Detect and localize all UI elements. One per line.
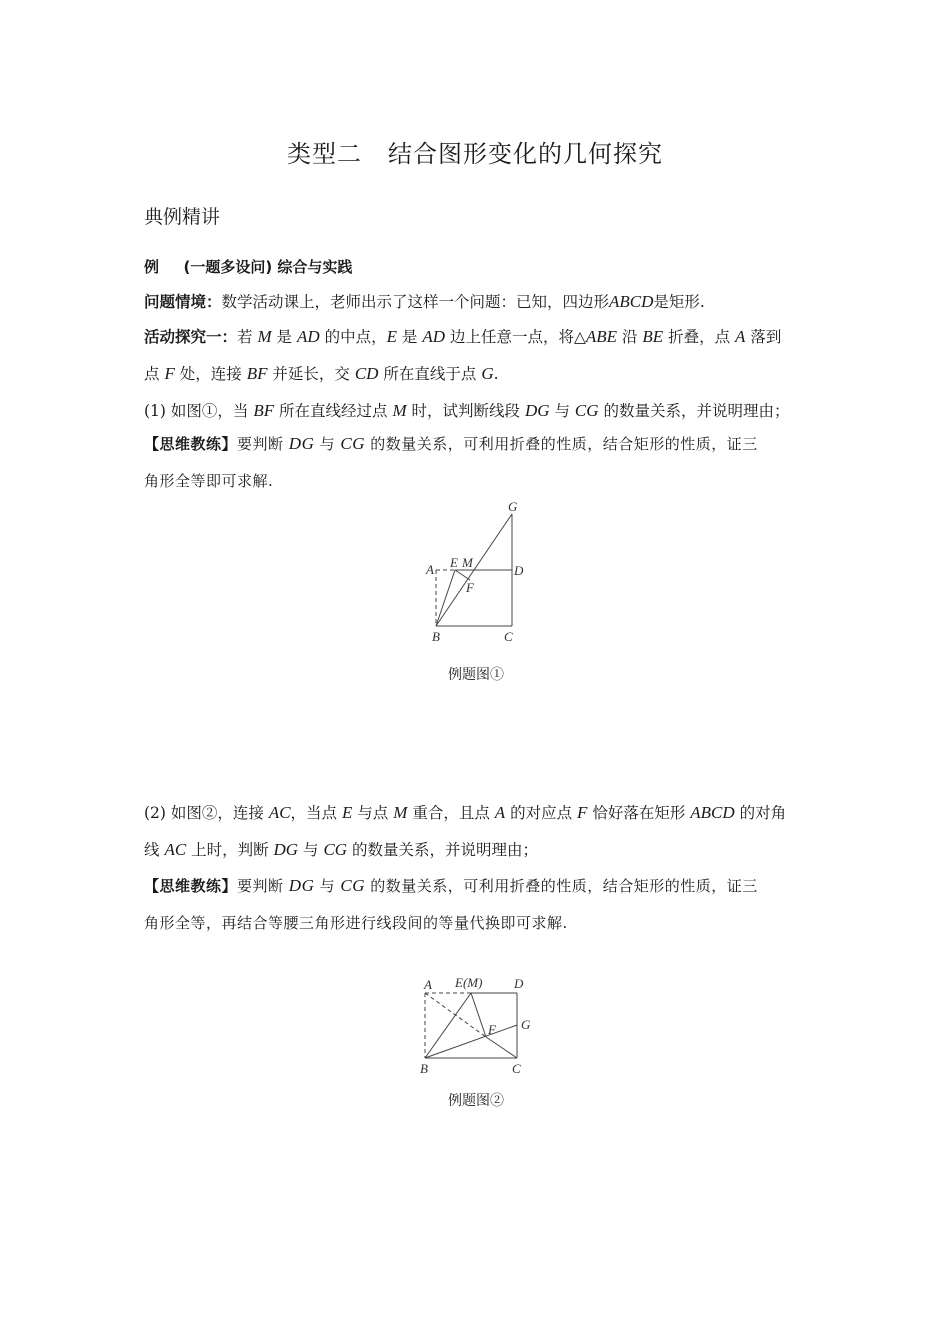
text-segment: 并延长，交	[267, 365, 355, 383]
text-segment: 的对角	[734, 804, 787, 822]
text-segment: 重合，且点	[407, 804, 495, 822]
line-FC-2	[486, 1037, 517, 1058]
label-C: C	[504, 629, 513, 644]
text-segment: 若	[237, 328, 258, 346]
math-var: CG	[574, 401, 599, 420]
text-segment: 与	[314, 877, 341, 895]
math-var: A	[735, 327, 746, 346]
text-segment: 的数量关系，可利用折叠的性质，结合矩形的性质，证三	[365, 877, 758, 895]
text-segment: 的数量关系，并说明理由；	[347, 841, 539, 859]
section-heading: 典例精讲	[144, 206, 221, 228]
text-segment: 所在直线于点	[378, 365, 482, 383]
text-segment: 与	[314, 435, 341, 453]
figure-1-caption: 例题图①	[448, 667, 504, 683]
example-subtitle: (一题多设问) 综合与实践	[183, 258, 353, 276]
math-var: CG	[340, 434, 366, 453]
math-var: AC	[164, 840, 187, 859]
text-segment: 与点	[352, 804, 394, 822]
line-BE-2	[425, 993, 471, 1058]
text-segment: 的数量关系，可利用折叠的性质，结合矩形的性质，证三	[365, 435, 758, 453]
text-segment: .	[493, 365, 499, 383]
math-var: DG	[524, 401, 550, 420]
math-var: BF	[253, 401, 275, 420]
text-segment: 所在直线经过点	[274, 402, 393, 420]
math-var: AD	[296, 327, 320, 346]
math-var: M	[393, 803, 408, 822]
title-part2: 结合图形变化的几何探究	[388, 140, 663, 168]
label-EM-2: E(M)	[455, 975, 483, 990]
text-segment: 恰好落在矩形	[587, 804, 691, 822]
line-BG-2	[425, 1025, 517, 1058]
hint-label-2: 【思维教练】	[144, 877, 238, 895]
math-var: AD	[422, 327, 446, 346]
activity1-label: 活动探究一：	[144, 328, 238, 346]
label-D: D	[514, 563, 524, 578]
label-G-2: G	[521, 1017, 531, 1032]
text-segment: 是	[271, 328, 297, 346]
math-var: M	[257, 327, 272, 346]
example-label: 例	[144, 258, 160, 276]
text-segment: 沿	[617, 328, 643, 346]
math-var: ABE	[585, 327, 618, 346]
math-var: CD	[354, 364, 379, 383]
question2-line2	[144, 838, 814, 860]
label-F-2: F	[488, 1022, 496, 1037]
question2-hint-line1	[144, 875, 814, 896]
math-var: E	[386, 327, 397, 346]
question2-line1	[144, 801, 814, 823]
question1-hint-line2: 角形全等即可求解.	[144, 472, 274, 490]
problem-context-label: 问题情境：	[144, 293, 222, 311]
text-segment: 折叠，点	[663, 328, 736, 346]
label-A-2: A	[424, 977, 432, 992]
label-B: B	[432, 629, 440, 644]
text-segment: 是	[396, 328, 423, 346]
label-D-2: D	[514, 976, 524, 991]
math-var: CG	[323, 840, 348, 859]
figure-2-caption: 例题图②	[448, 1093, 504, 1109]
label-A: A	[426, 562, 434, 577]
math-var: AC	[268, 803, 291, 822]
problem-context-text-end: 是矩形.	[653, 293, 705, 311]
label-G: G	[508, 499, 518, 514]
math-var: G	[481, 364, 494, 383]
math-var: ABCD	[690, 803, 735, 822]
math-var: A	[494, 803, 506, 822]
title-part1: 类型二	[287, 140, 362, 168]
text-segment: 处，连接	[174, 365, 247, 383]
math-var: DG	[273, 840, 299, 859]
math-var: F	[577, 803, 588, 822]
line-EF-2	[471, 993, 486, 1037]
text-segment: (2) 如图②，连接	[144, 804, 269, 822]
math-var: DG	[288, 876, 315, 895]
label-C-2: C	[512, 1061, 521, 1076]
text-segment: 的中点，	[319, 328, 387, 346]
text-segment: 时，试判断线段	[406, 402, 525, 420]
problem-context-text: 数学活动课上，老师出示了这样一个问题：已知，四边形	[221, 293, 610, 311]
math-var: DG	[288, 434, 315, 453]
math-var: CG	[340, 876, 366, 895]
question2-hint-line2: 角形全等，再结合等腰三角形进行线段间的等量代换即可求解.	[144, 914, 568, 932]
hint-text-2	[237, 877, 758, 895]
hint-label: 【思维教练】	[144, 435, 238, 453]
label-B-2: B	[420, 1061, 428, 1076]
text-segment: 线	[144, 841, 165, 859]
label-M: M	[462, 555, 473, 570]
text-segment: 要判断	[237, 435, 289, 453]
text-segment: 要判断	[237, 877, 289, 895]
label-E: E	[450, 555, 458, 570]
text-segment: 落到	[745, 328, 782, 346]
math-var: F	[164, 364, 175, 383]
text-segment: 的对应点	[505, 804, 578, 822]
var: ABCD	[609, 292, 654, 311]
text-segment: 与	[298, 841, 324, 859]
text-segment: ，当点	[290, 804, 342, 822]
text-segment: 与	[549, 402, 575, 420]
label-F: F	[466, 580, 474, 595]
math-var: M	[392, 401, 407, 420]
math-var: BF	[246, 364, 268, 383]
text-segment: (1) 如图①，当	[144, 402, 254, 420]
text-segment: 的数量关系，并说明理由；	[598, 402, 790, 420]
question2-text	[144, 804, 786, 822]
text-segment: 上时，判断	[186, 841, 274, 859]
math-var: E	[341, 803, 353, 822]
line-EF	[455, 570, 470, 580]
math-var: BE	[642, 327, 664, 346]
text-segment: 点	[144, 365, 165, 383]
question2-text-2	[144, 841, 538, 859]
line-BE	[436, 570, 455, 626]
text-segment: 边上任意一点，将△	[445, 328, 586, 346]
